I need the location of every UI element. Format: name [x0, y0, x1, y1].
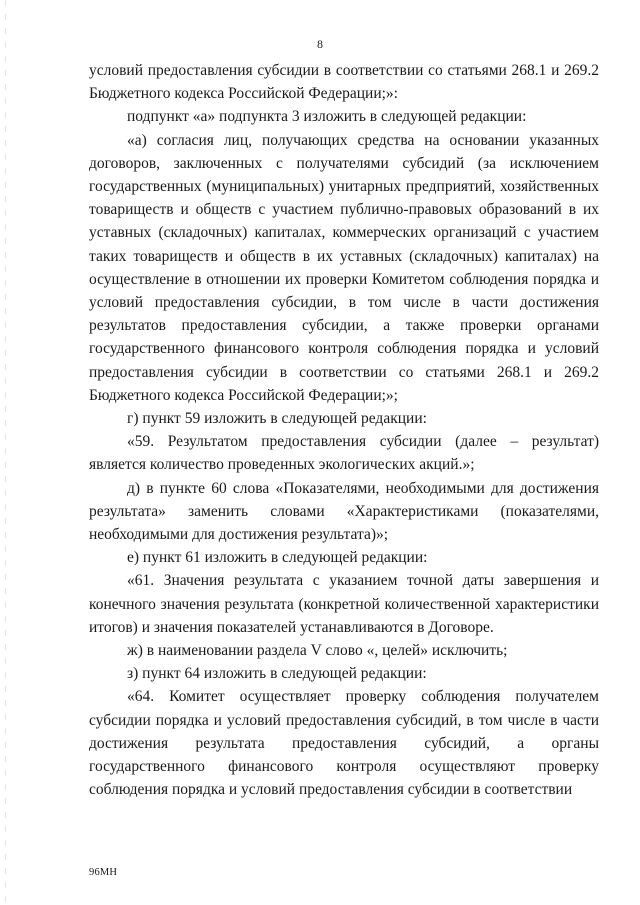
paragraph-continuation: условий предоставления субсидии в соответствии со статьями 268.1 и 269.2 Бюджетного кодекса Российской Федерации;»:	[89, 62, 599, 103]
paragraph-item-d: д) в пункте 60 слова «Показателями, необходимыми для достижения результата» заменить словами «Характеристиками (показателями, необходимыми для достижения результата)»;	[89, 479, 599, 544]
paragraph-clause-61: «61. Значения результата с указанием точной даты завершения и конечного значения результата (конкретной количественной характеристики итогов) и значения показателей устанавливаются в Договоре.	[89, 572, 599, 636]
page-number: 8	[317, 37, 323, 51]
scan-edge-mark	[5, 0, 6, 905]
paragraph-item-g: г) пункт 59 изложить в следующей редакции:	[127, 410, 427, 428]
paragraph-subitem-a-intro: подпункт «а» подпункта 3 изложить в следующей редакции:	[127, 108, 527, 126]
paragraph-clause-59: «59. Результатом предоставления субсидии (далее – результат) является количество проведенных экологических акций.»;	[89, 433, 599, 474]
paragraph-item-zh: ж) в наименовании раздела V слово «, целей» исключить;	[127, 642, 508, 660]
paragraph-item-e: е) пункт 61 изложить в следующей редакции:	[127, 549, 428, 567]
paragraph-item-z: з) пункт 64 изложить в следующей редакции:	[127, 665, 427, 683]
paragraph-subitem-a-text: «а) согласия лиц, получающих средства на основании указанных договоров, заключенных с получателями субсидий (за исключением государственных (муниципальных) унитарных предприятий, хозяйственных товариществ и обществ с участием публично-правовых образований в их уставных (складочных) капиталах, коммерческих организаций с участием таких товариществ и обществ в их уставных (складочных) капиталах) на осуществление в отношении их проверки Комитетом соблюдения порядка и условий предоставления субсидии, в том числе в части достижения результатов предоставления субсидии, а также проверки органами государственного финансового контроля соблюдения порядка и условий предоставления субсидии в соответствии со статьями 268.1 и 269.2 Бюджетного кодекса Российской Федерации;»;	[89, 131, 599, 404]
paragraph-clause-64: «64. Комитет осуществляет проверку соблюдения получателем субсидии порядка и условий предоставления субсидий, в том числе в части достижения результата предоставления субсидий, а органы государственного финансового контроля осуществляют проверку соблюдения порядка и условий предоставления субсидии в соответствии	[89, 688, 599, 799]
document-body	[89, 59, 599, 802]
footer-code: 96МН	[89, 867, 118, 878]
